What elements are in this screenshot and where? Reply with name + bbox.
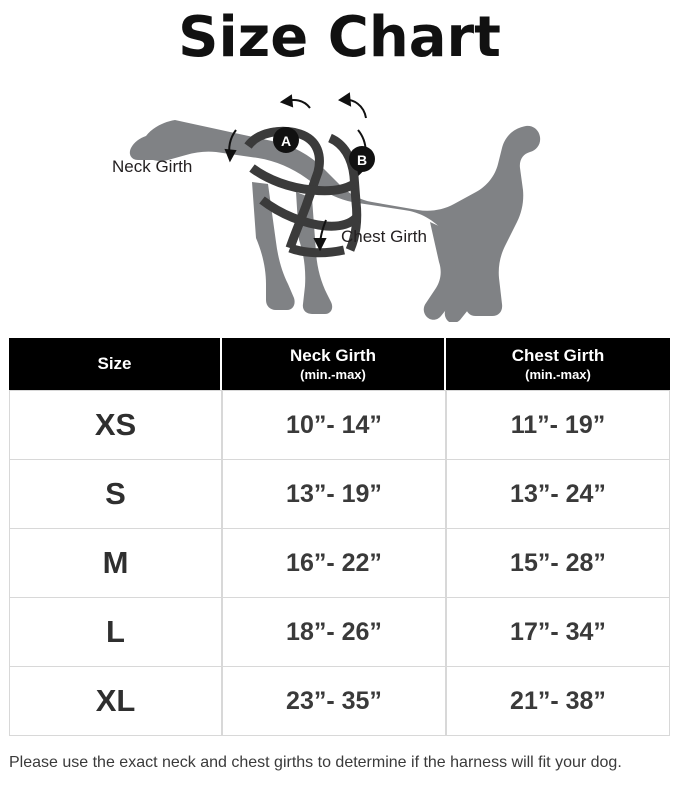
cell-neck: 16”- 22” — [222, 529, 446, 598]
marker-b — [349, 146, 375, 172]
cell-chest: 17”- 34” — [446, 598, 670, 667]
dog-diagram-svg — [0, 72, 679, 322]
cell-size: L — [9, 598, 222, 667]
header-chest — [446, 338, 670, 390]
cell-size: S — [9, 460, 222, 529]
table-row — [9, 667, 670, 736]
cell-neck: 18”- 26” — [222, 598, 446, 667]
cell-neck: 10”- 14” — [222, 390, 446, 460]
table-body — [9, 390, 670, 736]
header-chest-main: Chest Girth — [511, 346, 605, 365]
cell-neck: 23”- 35” — [222, 667, 446, 736]
cell-chest: 15”- 28” — [446, 529, 670, 598]
table-row — [9, 529, 670, 598]
table-row — [9, 598, 670, 667]
header-neck — [222, 338, 446, 390]
table-row — [9, 390, 670, 460]
header-neck-main: Neck Girth — [290, 346, 376, 365]
size-table — [9, 338, 670, 736]
marker-a — [273, 127, 299, 153]
cell-size: M — [9, 529, 222, 598]
cell-chest: 11”- 19” — [446, 390, 670, 460]
page-title: Size Chart — [178, 5, 501, 70]
cell-neck: 13”- 19” — [222, 460, 446, 529]
dog-silhouette — [130, 120, 540, 322]
header-chest-sub: (min.-max) — [525, 367, 591, 382]
table-header-row — [9, 338, 670, 390]
cell-size: XL — [9, 667, 222, 736]
cell-chest: 21”- 38” — [446, 667, 670, 736]
header-size-main: Size — [97, 354, 132, 373]
dog-harness-illustration — [0, 72, 679, 322]
neck-girth-label: Neck Girth — [112, 157, 193, 176]
header-size — [9, 338, 222, 390]
svg-text:A: A — [280, 133, 292, 149]
table-header — [9, 338, 670, 390]
svg-text:B: B — [356, 152, 368, 168]
table-row — [9, 460, 670, 529]
cell-size: XS — [9, 390, 222, 460]
header-neck-sub: (min.-max) — [300, 367, 366, 382]
chest-girth-label: Chest Girth — [341, 227, 427, 246]
cell-chest: 13”- 24” — [446, 460, 670, 529]
size-table-container — [9, 338, 670, 736]
footnote-text: Please use the exact neck and chest girths to determine if the harness will fit your dog. — [9, 754, 622, 771]
